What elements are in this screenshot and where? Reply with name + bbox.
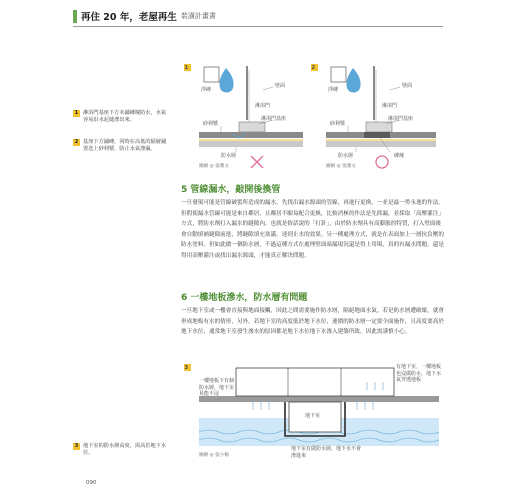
label-wall: 壁面	[402, 83, 413, 89]
label-brick: 磚塊	[394, 153, 405, 159]
section-6-body: 一旦地下室或一樓會直接與地面接觸，因此之間需要施作防水層，隔絕地面水氣。若是防水層遭破壞，就會形成地板有水的情形，另外，若地下室的高度低於地下水位，連圍的防水層一定要全面施作，且高度要高於地下水位，通常地下室發生滲水的原因都是地下水位地下水滲入建築所致，因此需謹慎小心。	[181, 308, 444, 336]
section-6-title: 6 一樓地板滲水，防水層有問題	[181, 293, 308, 303]
note-number-badge: 2	[74, 139, 79, 145]
note-number-badge: 3	[74, 443, 79, 449]
note-text: 地下室的防水層高度，需高於地下水位。	[83, 443, 167, 456]
label-mortar: 砂利漿	[203, 121, 219, 127]
figure-number: 3	[184, 364, 188, 371]
figure-credit: 圖繪 ◎ 張雅文	[326, 164, 356, 169]
section-5-body: 一旦發現可能是管線破裂所造成的漏水，先找出漏水源頭的管線，再進行更換，一並是最一勞永逸的作法。但假使漏水管線可能是來自鄰居，且鄰居不願易配合更換，比較消極的作法是先抓漏，並採取「高壓灌注」方式，將防水劑打入漏水的縫隙內，也就是俗話說的「打針」，由於防水劑具有高膨脹的特質，打入壁面後會自動填補縫隙前進，將縫隙填充塞滿，達到止水的效果。另一種處理方式，就是在表面加上一層抗負壓的防水塗料，但如此做一個防水層，不過這種方式在處理壁面暗漏現況還是得上用場，真的有漏水問題，還是得用高壓灌注或找出漏水源頭，才能真正解決問題。	[181, 200, 444, 259]
header-divider	[73, 26, 443, 27]
figure-number: 1	[184, 64, 188, 71]
figure-shower-base-correct	[308, 60, 443, 172]
label-waterproof: 防水層	[338, 153, 354, 159]
label-water-note: 地下室有做防水層，地下水不會滲進來	[291, 446, 362, 459]
label-tile: 浮磚	[201, 87, 212, 93]
label-basement: 地下室	[305, 413, 321, 419]
figure-2-drawing	[308, 60, 443, 172]
page-header	[73, 8, 216, 24]
label-tile: 浮磚	[328, 87, 339, 93]
header-accent-bar	[73, 10, 77, 23]
figure-basement-waterproofing	[181, 360, 446, 464]
label-base: 淋浴門基座	[261, 116, 287, 122]
figure-credit: 圖繪 ◎ 張雅文	[199, 164, 229, 169]
label-waterproof: 防水層	[221, 153, 237, 159]
label-right-note: 有地下室，一樓地板也沒做防水，地下水氣穿透地板	[396, 364, 442, 383]
note-number-badge: 1	[74, 110, 79, 116]
figure-1-drawing	[181, 60, 311, 172]
side-note-1	[73, 110, 169, 124]
label-base: 淋浴門基座	[388, 116, 414, 122]
section-5-title: 5 管線漏水，敲開後換管	[181, 185, 281, 195]
side-note-3	[73, 443, 169, 457]
figure-number: 2	[311, 64, 315, 71]
header-title: 再住 20 年，老屋再生	[81, 12, 177, 23]
figure-shower-base-wrong	[181, 60, 311, 172]
label-door: 淋浴門	[255, 103, 271, 109]
label-door: 淋浴門	[382, 103, 398, 109]
side-note-2	[73, 139, 169, 153]
figure-credit: 圖繪 ◎ 張小楊	[199, 453, 229, 458]
header-subtitle: 裝潢計畫書	[180, 12, 216, 20]
label-mortar: 砂利漿	[330, 121, 346, 127]
label-left-note: 一樓地板下有個防水層，地下室易能不浸	[199, 378, 235, 397]
page-number: 090	[86, 480, 97, 486]
label-wall: 壁面	[275, 83, 286, 89]
note-text: 基座下方鋪磚，同時在高低的隔層鋪置迭上砂利漿，防止水氣滲漏。	[83, 139, 167, 152]
note-text: 淋浴門基座下方未鋪磚塊防水，水氣容易沿水泥縫滲出來。	[83, 110, 167, 123]
